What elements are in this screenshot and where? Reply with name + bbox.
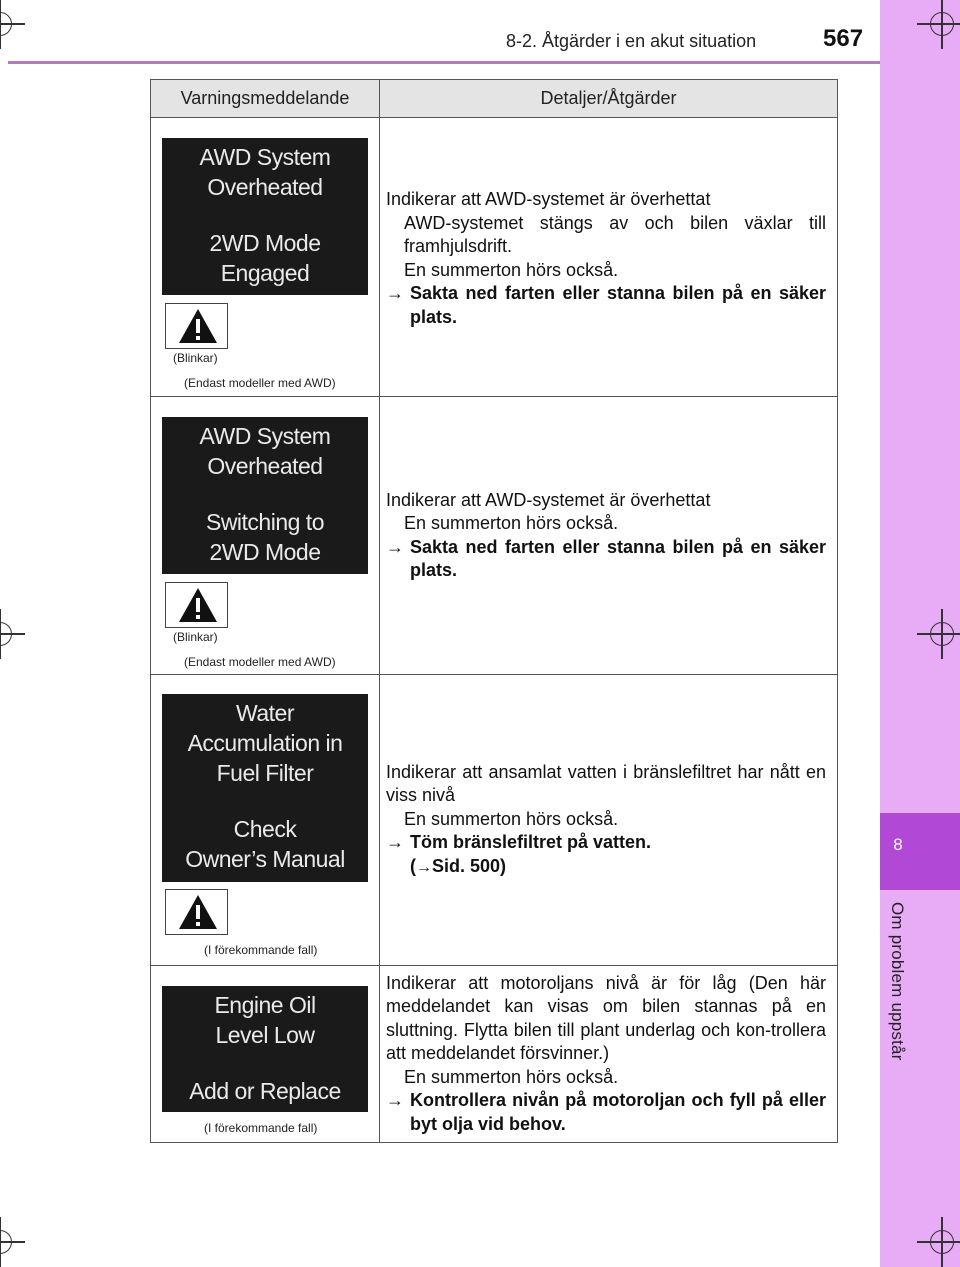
display-line: 2WD Mode bbox=[209, 230, 321, 256]
message-cell bbox=[151, 966, 380, 1142]
section-title: 8-2. Åtgärder i en akut situation bbox=[506, 31, 757, 51]
display-line: Level Low bbox=[215, 1022, 315, 1048]
model-note: (I förekommande fall) bbox=[204, 1121, 318, 1135]
description-text: Indikerar att AWD-systemet är överhettat bbox=[386, 489, 711, 510]
detail-text: En summerton hörs också. bbox=[404, 259, 619, 280]
table-header bbox=[151, 80, 837, 118]
right-arrow-icon: → bbox=[386, 1090, 404, 1111]
detail-text: En summerton hörs också. bbox=[404, 808, 619, 829]
table-row bbox=[151, 675, 837, 966]
model-note: (Endast modeller med AWD) bbox=[184, 376, 336, 390]
display-screen bbox=[162, 417, 368, 574]
column-header-details: Detaljer/Åtgärder bbox=[540, 88, 677, 108]
action-label: Kontrollera nivån på motoroljan och fyll på eller byt olja vid behov. bbox=[410, 1090, 826, 1134]
table-row bbox=[151, 966, 837, 1142]
warning-triangle-icon bbox=[178, 587, 218, 623]
crop-mark-icon bbox=[0, 12, 12, 36]
reference-label: Sid. 500 bbox=[432, 855, 501, 876]
column-header-message: Varningsmeddelande bbox=[151, 80, 380, 117]
right-arrow-icon: → bbox=[416, 858, 432, 876]
description-text: Indikerar att motoroljans nivå är för låg (Den här meddelandet kan visas om bilen stannas på en sluttning. Flytta bilen till plant underlag och kon-trollera att meddelandet försvinner.) bbox=[386, 972, 826, 1064]
display-screen bbox=[162, 138, 368, 295]
detail-text: En summerton hörs också. bbox=[404, 513, 619, 533]
model-note: (Endast modeller med AWD) bbox=[184, 655, 336, 669]
crop-mark-icon bbox=[930, 12, 954, 36]
right-arrow-icon: → bbox=[386, 283, 404, 303]
details-cell bbox=[380, 966, 837, 1142]
action-text bbox=[386, 1089, 826, 1136]
chapter-number: 8 bbox=[893, 835, 903, 854]
blink-label: (Blinkar) bbox=[173, 351, 218, 365]
page-number: 567 bbox=[823, 25, 864, 52]
display-line: Water bbox=[236, 700, 294, 726]
display-screen bbox=[162, 986, 368, 1112]
crop-mark-icon bbox=[930, 1230, 954, 1254]
crop-mark-icon bbox=[0, 1230, 12, 1254]
warning-indicator bbox=[165, 303, 228, 349]
message-cell bbox=[151, 397, 380, 674]
message-cell bbox=[151, 675, 380, 965]
page-reference: (→Sid. 500) bbox=[410, 855, 507, 876]
right-arrow-icon: → bbox=[386, 832, 404, 853]
display-line: Overheated bbox=[207, 174, 323, 200]
detail-text: AWD-systemet stängs av och bilen växlar till framhjulsdrift. bbox=[404, 212, 826, 256]
warning-triangle-icon bbox=[178, 308, 218, 344]
warning-message-table bbox=[150, 79, 838, 1143]
display-line: Check bbox=[233, 816, 297, 842]
crop-mark-icon bbox=[930, 622, 954, 646]
display-line: AWD System bbox=[199, 423, 331, 449]
display-screen bbox=[162, 694, 368, 882]
details-cell bbox=[380, 397, 837, 674]
action-label: Sakta ned farten eller stanna bilen på en säker plats. bbox=[410, 536, 826, 580]
display-line: Switching to bbox=[205, 509, 324, 535]
display-line: AWD System bbox=[199, 144, 331, 170]
details-cell bbox=[380, 118, 837, 396]
action-text bbox=[386, 536, 826, 583]
warning-indicator bbox=[165, 582, 228, 628]
description-text: Indikerar att ansamlat vatten i bränslefiltret har nått en viss nivå bbox=[386, 761, 826, 806]
message-cell bbox=[151, 118, 380, 396]
action-label: Töm bränslefiltret på vatten. bbox=[410, 832, 652, 853]
display-line: Add or Replace bbox=[189, 1078, 341, 1104]
header-rule bbox=[8, 61, 882, 64]
action-text bbox=[386, 831, 826, 855]
details-cell bbox=[380, 675, 837, 965]
blink-label: (Blinkar) bbox=[173, 630, 218, 644]
display-line: Accumulation in bbox=[187, 730, 343, 756]
warning-indicator bbox=[165, 889, 228, 935]
action-label: Sakta ned farten eller stanna bilen på en säker plats. bbox=[410, 283, 826, 327]
table-row bbox=[151, 397, 837, 675]
warning-triangle-icon bbox=[178, 894, 218, 930]
table-row bbox=[151, 118, 837, 397]
display-line: Overheated bbox=[207, 453, 323, 479]
chapter-title: Om problem uppstår bbox=[888, 902, 907, 1061]
action-text bbox=[386, 282, 826, 329]
display-line: Engine Oil bbox=[214, 992, 316, 1018]
description-text: Indikerar att AWD-systemet är överhettat bbox=[386, 189, 711, 209]
display-line: Engaged bbox=[220, 260, 310, 286]
crop-mark-icon bbox=[0, 622, 12, 646]
display-line: Fuel Filter bbox=[216, 760, 314, 786]
right-arrow-icon: → bbox=[386, 536, 404, 557]
display-line: 2WD Mode bbox=[209, 539, 321, 565]
model-note: (I förekommande fall) bbox=[204, 943, 318, 957]
detail-text: En summerton hörs också. bbox=[404, 1066, 619, 1087]
display-line: Owner’s Manual bbox=[185, 846, 345, 872]
